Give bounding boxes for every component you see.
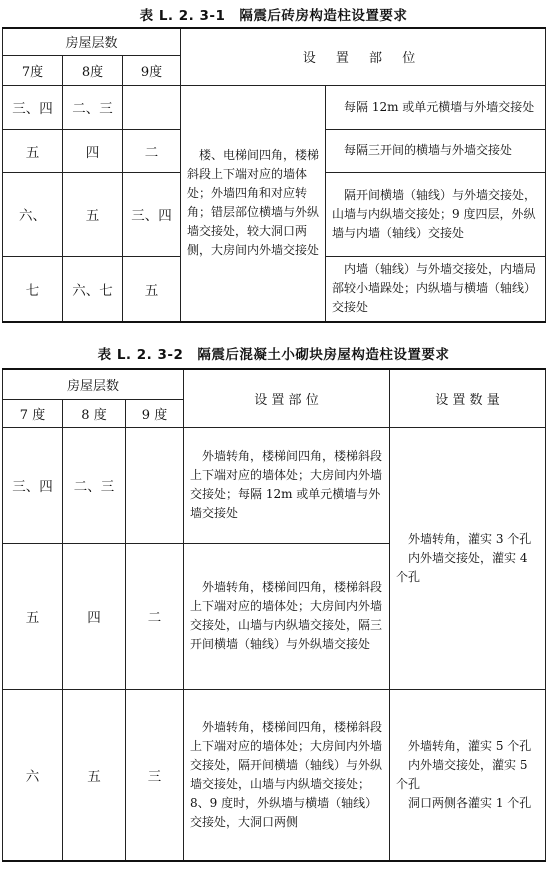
cell-8-degree: 六、七 bbox=[63, 256, 123, 322]
cell-9-degree: 二 bbox=[123, 129, 181, 172]
cell-detail: 每隔 12m 或单元横墙与外墙交接处 bbox=[326, 85, 546, 129]
cell-7-degree: 三、四 bbox=[3, 427, 63, 543]
cell-9-degree: 五 bbox=[123, 256, 181, 322]
header-8-degree: 8 度 bbox=[63, 399, 126, 427]
header-location: 设 置 部 位 bbox=[184, 369, 390, 427]
quantity-line: 内外墙交接处，灌实 5 个孔 bbox=[396, 757, 528, 791]
cell-9-degree bbox=[126, 427, 184, 543]
cell-8-degree: 四 bbox=[63, 129, 123, 172]
cell-quantity bbox=[390, 427, 546, 689]
table-block-house-columns bbox=[2, 368, 546, 862]
cell-7-degree: 六 bbox=[3, 689, 63, 861]
common-locations: 楼、电梯间四角，楼梯斜段上下端对应的墙体处；外墙四角和对应转角；错层部位横墙与外纵墙交接处，较大洞口两侧，大房间内外墙交接处 bbox=[181, 85, 326, 322]
table-row bbox=[3, 85, 546, 129]
cell-location: 外墙转角，楼梯间四角，楼梯斜段上下端对应的墙体处；大房间内外墙交接处，山墙与内纵墙交接处，隔三开间横墙（轴线）与外纵墙交接处 bbox=[184, 543, 390, 689]
table-brick-house-columns bbox=[2, 27, 546, 323]
table-row bbox=[3, 427, 546, 543]
cell-8-degree: 五 bbox=[63, 689, 126, 861]
header-9-degree: 9 度 bbox=[126, 399, 184, 427]
table1-caption: 表 L. 2. 3-1 隔震后砖房构造柱设置要求 bbox=[139, 8, 408, 24]
cell-8-degree: 五 bbox=[63, 172, 123, 256]
quantity-line: 外墙转角，灌实 3 个孔 bbox=[408, 531, 532, 546]
cell-9-degree: 三 bbox=[126, 689, 184, 861]
cell-detail: 每隔三开间的横墙与外墙交接处 bbox=[326, 129, 546, 172]
cell-8-degree: 二、三 bbox=[63, 427, 126, 543]
cell-7-degree: 五 bbox=[3, 129, 63, 172]
table-row bbox=[3, 689, 546, 861]
header-quantity: 设 置 数 量 bbox=[390, 369, 546, 427]
cell-9-degree: 三、四 bbox=[123, 172, 181, 256]
cell-9-degree bbox=[123, 85, 181, 129]
cell-7-degree: 五 bbox=[3, 543, 63, 689]
cell-detail: 内墙（轴线）与外墙交接处，内墙局部较小墙跺处；内纵墙与横墙（轴线）交接处 bbox=[326, 256, 546, 322]
header-location: 设 置 部 位 bbox=[181, 28, 546, 85]
cell-9-degree: 二 bbox=[126, 543, 184, 689]
table2-caption: 表 L. 2. 3-2 隔震后混凝土小砌块房屋构造柱设置要求 bbox=[97, 347, 450, 363]
cell-7-degree: 七 bbox=[3, 256, 63, 322]
cell-7-degree: 六、 bbox=[3, 172, 63, 256]
quantity-line: 外墙转角，灌实 5 个孔 bbox=[408, 738, 532, 753]
quantity-line: 洞口两侧各灌实 1 个孔 bbox=[408, 795, 532, 810]
cell-quantity bbox=[390, 689, 546, 861]
cell-8-degree: 二、三 bbox=[63, 85, 123, 129]
cell-location: 外墙转角，楼梯间四角，楼梯斜段上下端对应的墙体处；大房间内外墙交接处，隔开间横墙（轴线）与外纵墙交接处，山墙与内纵墙交接处；8、9 度时，外纵墙与横墙（轴线）交接处，大洞口两侧 bbox=[184, 689, 390, 861]
cell-8-degree: 四 bbox=[63, 543, 126, 689]
cell-location: 外墙转角，楼梯间四角，楼梯斜段上下端对应的墙体处；大房间内外墙交接处；每隔 12m 或单元横墙与外墙交接处 bbox=[184, 427, 390, 543]
header-floors: 房屋层数 bbox=[3, 28, 181, 55]
header-9-degree: 9度 bbox=[123, 55, 181, 85]
header-7-degree: 7度 bbox=[3, 55, 63, 85]
quantity-line: 内外墙交接处，灌实 4 个孔 bbox=[396, 550, 528, 584]
cell-7-degree: 三、四 bbox=[3, 85, 63, 129]
cell-detail: 隔开间横墙（轴线）与外墙交接处，山墙与内纵墙交接处；9 度四层，外纵墙与内墙（轴线）交接处 bbox=[326, 172, 546, 256]
header-8-degree: 8度 bbox=[63, 55, 123, 85]
header-7-degree: 7 度 bbox=[3, 399, 63, 427]
header-floors: 房屋层数 bbox=[3, 369, 184, 399]
